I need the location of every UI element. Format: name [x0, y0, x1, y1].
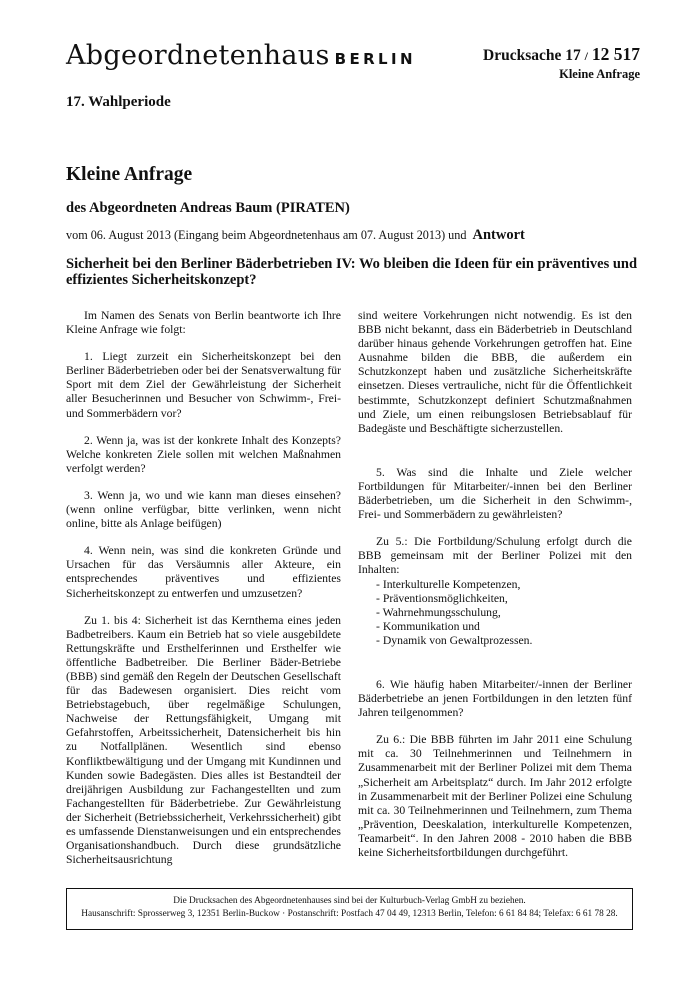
question-1: 1. Liegt zurzeit ein Sicherheitskonzept bei den Berliner Bäderbetrieben oder bei der Senatsverwaltung für Sport mit dem Ziel der Gewährleistung der Sicherheit aller Besucherinnen und Besucher von Schwimm-, Frei- und Sommerbädern vor?	[66, 350, 341, 420]
author-line: des Abgeordneten Andreas Baum (PIRATEN)	[66, 200, 350, 216]
list-item: - Präventionsmöglichkeiten,	[376, 591, 508, 605]
doc-separator: /	[584, 49, 588, 63]
footer-line-1: Die Drucksachen des Abgeordnetenhauses sind bei der Kulturbuch-Verlag GmbH zu beziehen.	[173, 896, 526, 906]
answer-1-4: Zu 1. bis 4: Sicherheit ist das Kernthema eines jeden Badbetreibers. Kaum ein Betrieb hat so viele ausgebildete Rettungskräfte und Ersthelferinnen und Ersthelfer wie öffentliche Badbetreiber. Die Berliner Bäder-Betriebe (BBB) sind gemäß den Regeln der Deutschen Gesellschaft für das Badewesen organisiert. Dies reicht vom Betriebstagebuch, über regelmäßige Schulungen, Nachweise der Rettungsfähigkeit, Umgang mit Gefahrstoffen, Arbeitssicherheit, Datensicherheit bis hin zu Notfallplänen. Wesentlich sind ebenso Konfliktbewältigung und der Umgang mit Kundinnen und Kunden sowie Badegästen. Dies alles ist Bestandteil der dreijährigen Ausbildung zur Fachangestellten und zum Fachangestellten für Bäderbetriebe. Zur Gewährleistung der Sicherheit (Betriebssicherheit, Verkehrssicherheit) gibt es umfassende Dienstanweisungen und ein entsprechendes Organisationshandbuch. Durch diese grundsätzliche Sicherheitsausrichtung	[66, 613, 341, 867]
legislative-period: 17. Wahlperiode	[66, 94, 171, 110]
footer-box	[66, 888, 633, 930]
date-line	[66, 227, 525, 244]
training-topics-list	[376, 578, 632, 648]
list-item: - Kommunikation und	[376, 619, 480, 633]
question-3: 3. Wenn ja, wo und wie kann man dieses einsehen? (wenn online verfügbar, bitte verlinken, wenn nicht online, bitte als Anlage beifügen)	[66, 488, 341, 531]
answer-label: Antwort	[472, 227, 525, 243]
answer-1-4-continued: sind weitere Vorkehrungen nicht notwendig. Es ist den BBB nicht bekannt, dass ein Bäderbetrieb in Deutschland darüber hinaus gehende Vorkehrungen getroffen hat. Eine Ausnahme bilden die BBB, die außerdem ein Schutzkonzept haben und zusätzliche Sicherheitskräfte einsetzen. Dieses vertrauliche, nicht für die Öffentlichkeit bestimmte, Schutzkonzept definiert Schutzmaßnahmen und Ziele, um einen reibungslosen Betriebsablauf für Badegäste und Beschäftigte sicherzustellen.	[358, 309, 632, 435]
question-4: 4. Wenn nein, was sind die konkreten Gründe und Ursachen für das Versäumnis aller Akteure, ein entsprechendes präventives und effizientes Sicherheitskonzept zu entwerfen und umzusetzen?	[66, 544, 341, 600]
date-text: vom 06. August 2013 (Eingang beim Abgeordnetenhaus am 07. August 2013) und	[66, 228, 467, 242]
list-item: - Dynamik von Gewaltprozessen.	[376, 633, 533, 647]
question-6: 6. Wie häufig haben Mitarbeiter/-innen der Berliner Bäderbetriebe an jenen Fortbildungen in den letzten fünf Jahren teilgenommen?	[358, 677, 632, 720]
left-column	[66, 309, 341, 880]
subject-heading: Sicherheit bei den Berliner Bäderbetrieben IV: Wo bleiben die Ideen für ein präventives und effizientes Sicherheitskonzept?	[66, 256, 638, 288]
brand-city: BERLIN	[334, 50, 416, 68]
brand-main: Abgeordnetenhaus	[66, 40, 330, 71]
doc-type: Kleine Anfrage	[559, 67, 640, 81]
intro-paragraph: Im Namen des Senats von Berlin beantworte ich Ihre Kleine Anfrage wie folgt:	[66, 309, 341, 337]
spacer	[358, 648, 632, 678]
list-item: - Interkulturelle Kompetenzen,	[376, 577, 521, 591]
question-5: 5. Was sind die Inhalte und Ziele welcher Fortbildungen für Mitarbeiter/-innen bei den Berliner Bäderbetrieben, um die Sicherheit in den Schwimm-, Frei- und Sommerbädern zu gewährleisten?	[358, 465, 632, 522]
footer-line-2: Hausanschrift: Sprosserweg 3, 12351 Berlin-Buckow · Postanschrift: Postfach 47 04 49, 12313 Berlin, Telefon: 6 61 84 84; Telefax: 6 61 78 28.	[81, 908, 618, 919]
list-item: - Wahrnehmungsschulung,	[376, 605, 501, 619]
right-column	[358, 309, 632, 873]
answer-5: Zu 5.: Die Fortbildung/Schulung erfolgt durch die BBB gemeinsam mit der Berliner Polizei mit den Inhalten:	[358, 535, 632, 577]
spacer	[358, 436, 632, 466]
brand-logo	[66, 40, 416, 71]
document-number	[483, 44, 640, 65]
answer-6: Zu 6.: Die BBB führten im Jahr 2011 eine Schulung mit ca. 30 Teilnehmerinnen und Teilnehmern in Zusammenarbeit mit der Berliner Polizei mit dem Thema „Sicherheit am Arbeitsplatz“ durch. Im Jahr 2012 erfolgte in Zusammenarbeit mit der Berliner Polizei eine Schulung mit ca. 30 Teilnehmerinnen und Teilnehmern, zum Thema „Prävention, Deeskalation, interkulturelle Kompetenzen, Teamarbeit“. In den Jahren 2008 - 2010 haben die BBB keine Sicherheitsfortbildungen durchgeführt.	[358, 733, 632, 859]
question-2: 2. Wenn ja, was ist der konkrete Inhalt des Konzepts? Welche konkreten Ziele sollen mit welchen Maßnahmen verfolgt werden?	[66, 433, 341, 475]
doc-number: 12 517	[591, 44, 640, 64]
page-title: Kleine Anfrage	[66, 164, 193, 185]
doc-period: 17	[565, 47, 581, 64]
doc-label: Drucksache	[483, 47, 562, 64]
